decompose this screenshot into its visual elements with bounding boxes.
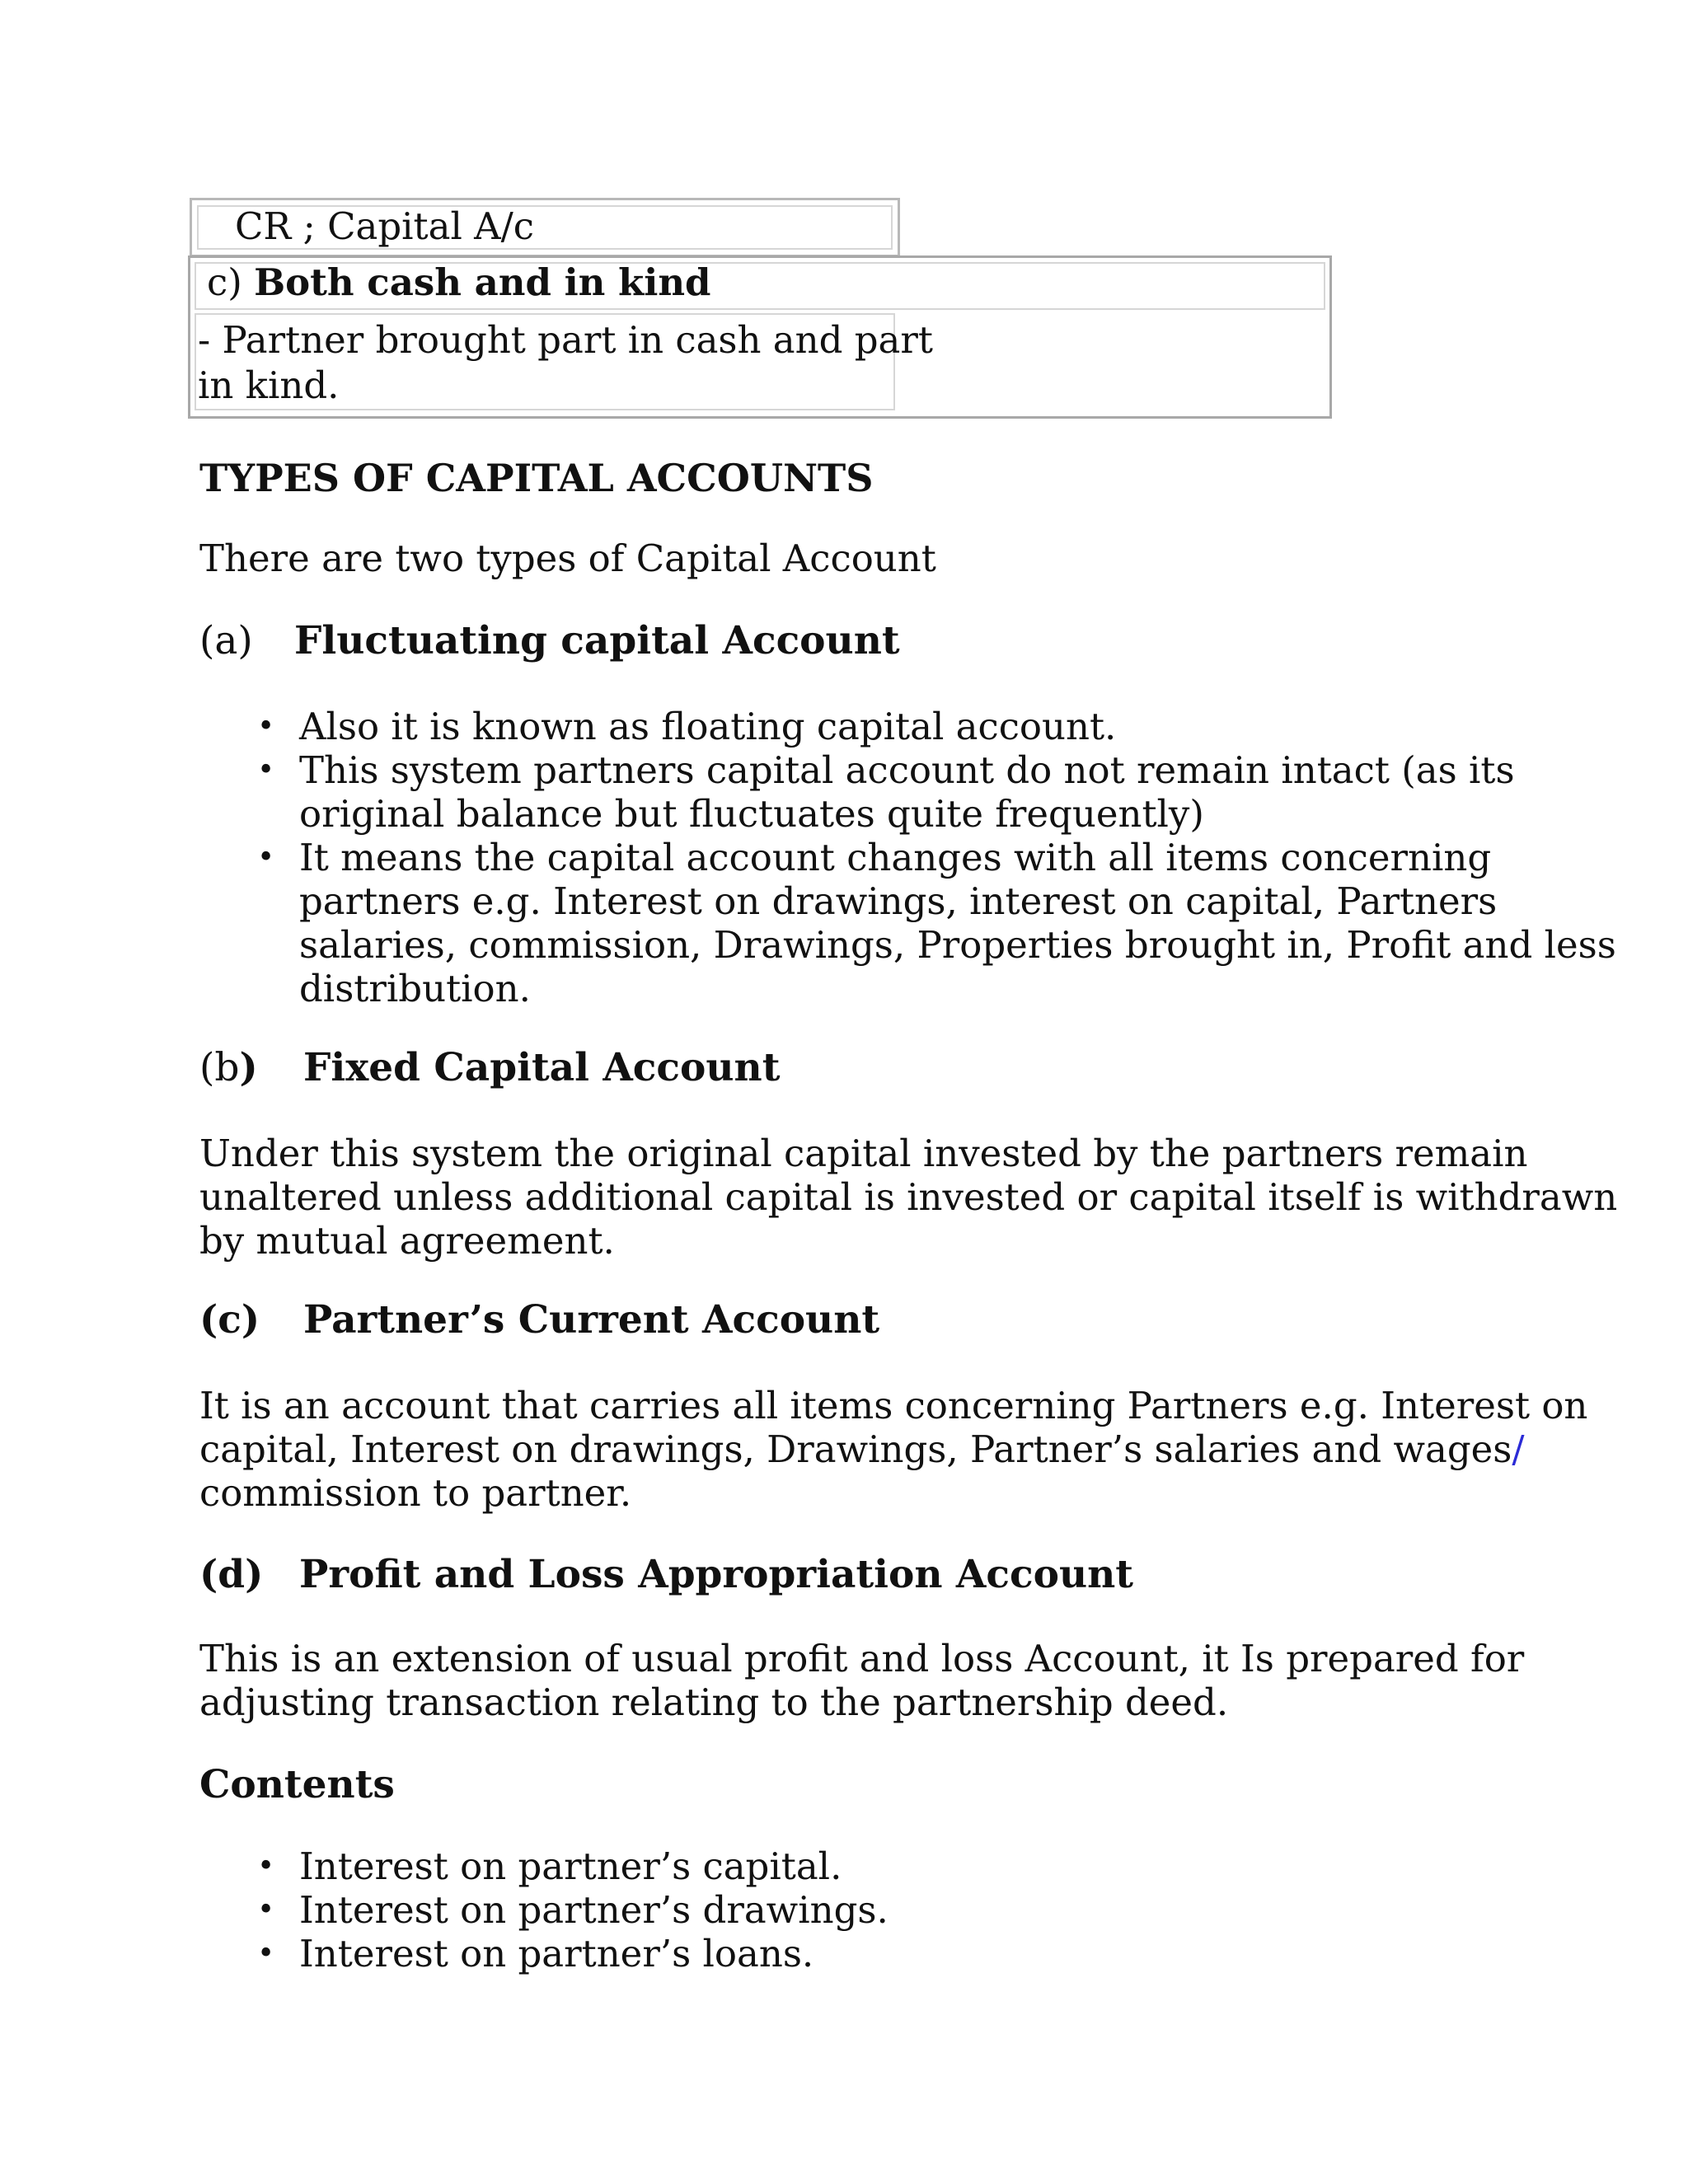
subheading-title: Fluctuating capital Account: [294, 618, 900, 663]
paragraph-line: commission to partner.: [199, 1471, 632, 1515]
bullet-icon: •: [257, 1893, 275, 1927]
subheading-label: [199, 1045, 258, 1090]
bullet-icon: •: [257, 841, 275, 874]
slash-mark: /: [1512, 1427, 1525, 1471]
list-item-text: salaries, commission, Drawings, Properties brought in, Profit and less: [299, 923, 1616, 967]
table-cell-text: CR ; Capital A/c: [235, 204, 535, 248]
list-item: [199, 836, 1616, 1010]
bullet-icon: •: [257, 710, 275, 743]
list-item: [199, 1932, 889, 1975]
subheading-fluctuating: [199, 618, 941, 668]
paragraph-line: It is an account that carries all items concerning Partners e.g. Interest on: [199, 1384, 1588, 1427]
bullet-icon: •: [257, 1849, 275, 1883]
fluctuating-bullet-list: [199, 705, 1616, 1010]
current-paragraph: [199, 1384, 1587, 1515]
list-item-text: It means the capital account changes with all items concerning: [299, 836, 1492, 879]
list-item-text: This system partners capital account do not remain intact (as its: [299, 748, 1515, 792]
list-item-text: Interest on partner’s capital.: [299, 1844, 842, 1888]
subheading-label-open: (b: [199, 1045, 240, 1090]
table-cell-text: - Partner brought part in cash and part: [198, 318, 933, 362]
list-item-text: distribution.: [299, 967, 531, 1010]
list-item-text: Interest on partner’s drawings.: [299, 1888, 889, 1932]
section-heading: TYPES OF CAPITAL ACCOUNTS: [199, 456, 874, 500]
subheading-fixed: [199, 1045, 941, 1094]
paragraph-line: capital, Interest on drawings, Drawings, Partner’s salaries and wages: [199, 1427, 1512, 1471]
subheading-title: Profit and Loss Appropriation Account: [299, 1552, 1134, 1597]
subheading-label-close: ): [239, 1045, 258, 1090]
subheading-title: Partner’s Current Account: [303, 1297, 880, 1343]
list-item-text: original balance but fluctuates quite frequently): [299, 792, 1204, 836]
list-item: [199, 1844, 889, 1888]
subheading-label: (d): [199, 1552, 264, 1597]
list-item-text: Also it is known as floating capital account.: [299, 705, 1117, 748]
list-item: [199, 748, 1616, 836]
intro-paragraph: There are two types of Capital Account: [199, 537, 936, 580]
contents-heading: Contents: [199, 1762, 395, 1807]
subheading-appropriation: [199, 1552, 1189, 1601]
list-item-text: Interest on partner’s loans.: [299, 1932, 814, 1975]
paragraph-line: adjusting transaction relating to the partnership deed.: [199, 1680, 1229, 1724]
item-label: c): [207, 260, 255, 304]
list-item-text: partners e.g. Interest on drawings, interest on capital, Partners: [299, 879, 1498, 923]
paragraph-line: unaltered unless additional capital is invested or capital itself is withdrawn: [199, 1175, 1618, 1219]
appropriation-paragraph: [199, 1637, 1524, 1724]
paragraph-line: Under this system the original capital invested by the partners remain: [199, 1132, 1528, 1175]
subheading-current: [199, 1297, 941, 1347]
subheading-label: (a): [199, 618, 253, 663]
subheading-title: Fixed Capital Account: [303, 1045, 781, 1090]
list-item: [199, 1888, 889, 1932]
item-title: Both cash and in kind: [254, 260, 711, 304]
subheading-label: (c): [199, 1297, 260, 1343]
list-item: [199, 705, 1616, 748]
paragraph-line: by mutual agreement.: [199, 1219, 615, 1263]
fixed-paragraph: [199, 1132, 1617, 1263]
contents-bullet-list: [199, 1844, 889, 1975]
table-cell-text: in kind.: [198, 363, 340, 407]
table-cell-heading: [207, 260, 711, 305]
bullet-icon: •: [257, 1937, 275, 1971]
paragraph-line: This is an extension of usual profit and loss Account, it Is prepared for: [199, 1637, 1525, 1680]
bullet-icon: •: [257, 753, 275, 787]
